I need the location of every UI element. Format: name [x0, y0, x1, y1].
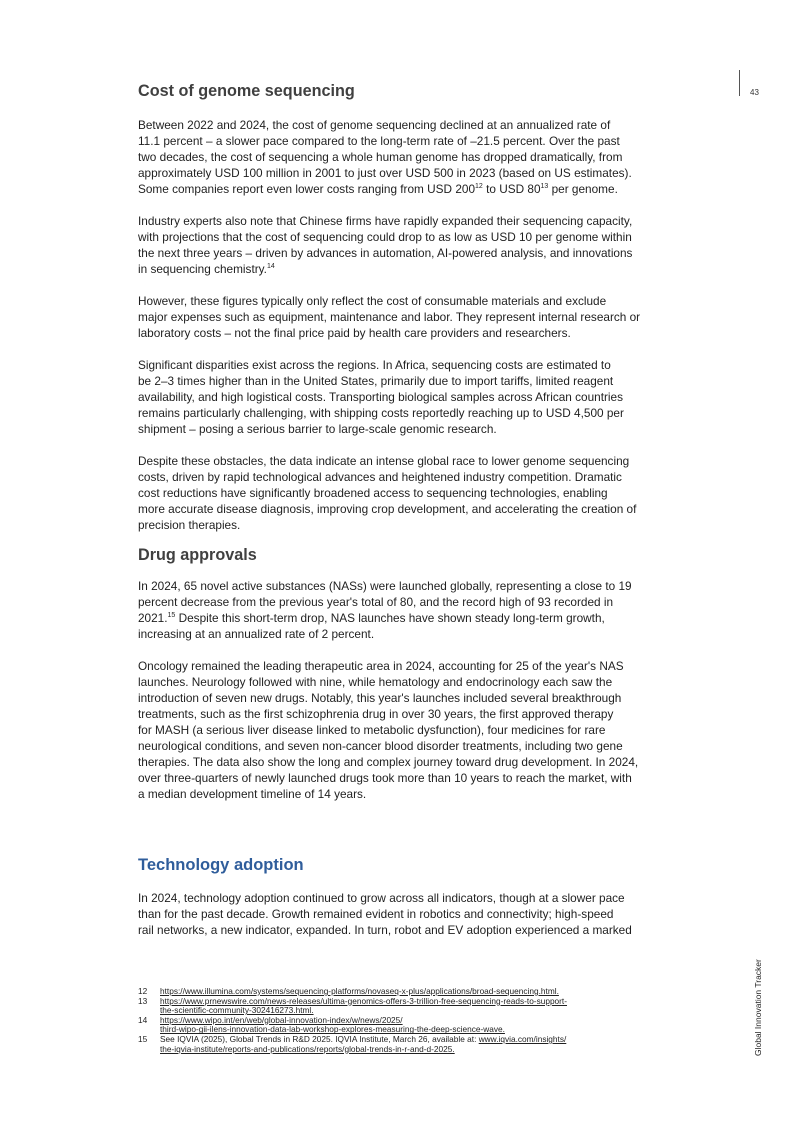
footnote-ref-13[interactable]: 13 [540, 183, 549, 191]
genome-paragraph-5: Despite these obstacles, the data indicate an intense global race to lower genome sequencing costs, driven by rapid technological advances and heightened industry competition. Dramatic cost reductions have significantly broadened access to sequencing technologies, enabling more accurate disease diagnosis, improving crop development, and accelerating the creation of precision therapies. [138, 454, 637, 532]
side-running-title: Global Innovation Tracker [753, 959, 763, 1056]
page-number-rule [739, 70, 740, 96]
footnote-ref-12[interactable]: 12 [475, 183, 483, 191]
footnote-link[interactable]: the-iqvia-institute/reports-and-publications/reports/global-trends-in-r-and-d-2025. [160, 1043, 455, 1054]
drugs-paragraph-1: In 2024, 65 novel active substances (NASs) were launched globally, representing a close to 19 percent decrease from the previous year's total of 80, and the record high of 93 recorded in 2021.15 Despite this short-term drop, NAS launches have shown steady long-term growth, increasing at an annualized rate of 2 percent. [138, 579, 632, 641]
section-heading-drugs: Drug approvals [138, 546, 257, 564]
drugs-paragraph-2: Oncology remained the leading therapeutic area in 2024, accounting for 25 of the year's NAS launches. Neurology followed with nine, while hematology and endocrinology each saw the introduction of seven new drugs. Notably, this year's launches included several breakthrough treatments, such as the first schizophrenia drug in over 30 years, the first approved therapy for MASH (a serious liver disease linked to metabolic dysfunction), four medicines for rare neurological conditions, and seven non-cancer blood disorder treatments, including two gene therapies. The data also show the long and complex journey toward drug development. In 2024, over three-quarters of newly launched drugs took more than 10 years to reach the market, with a median development timeline of 14 years. [138, 659, 639, 801]
footnote-13: 13 https://www.prnewswire.com/news-releases/ultima-genomics-offers-3-trillion-free-sequencing-reads-to-support- the-scientific-community-302416273.html. [138, 995, 568, 1016]
page-number: 43 [750, 88, 759, 97]
footnote-14: 14 https://www.wipo.int/en/web/global-innovation-index/w/news/2025/ third-wipo-gii-ilens-innovation-data-lab-workshop-explores-measuring-the-deep-science-wave. [138, 1014, 505, 1035]
section-heading-genome: Cost of genome sequencing [138, 82, 355, 100]
footnote-link[interactable]: https://www.wipo.int/en/web/global-innovation-index/w/news/2025/ [160, 1014, 403, 1025]
footnote-link[interactable]: www.iqvia.com/insights/ [478, 1033, 567, 1044]
main-content [138, 80, 658, 938]
genome-paragraph-4: Significant disparities exist across the regions. In Africa, sequencing costs are estimated to be 2–3 times higher than in the United States, primarily due to import tariffs, limited reagent availability, and high logistical costs. Transporting biological samples across African countries remains particularly challenging, with shipping costs reportedly reaching up to USD 4,500 per shipment – posing a serious barrier to large-scale genomic research. [138, 358, 624, 436]
footnote-link[interactable]: https://www.prnewswire.com/news-releases/ultima-genomics-offers-3-trillion-free-sequencing-reads-to-support- [160, 995, 568, 1006]
footnote-link[interactable]: third-wipo-gii-ilens-innovation-data-lab-workshop-explores-measuring-the-deep-science-wave. [160, 1024, 505, 1035]
genome-paragraph-1: Between 2022 and 2024, the cost of genome sequencing declined at an annualized rate of 11.1 percent – a slower pace compared to the long-term rate of –21.5 percent. Over the past two decades, the cost of sequencing a whole human genome has dropped dramatically, from approximately USD 100 million in 2001 to just over USD 500 in 2023 (based on US estimates). Some companies report even lower costs ranging from USD $200^{12}$ to USD $80^{13}$ per genome. [138, 118, 632, 196]
footnote-ref-14[interactable]: 14 [266, 263, 275, 271]
genome-paragraph-3: However, these figures typically only reflect the cost of consumable materials and exclude major expenses such as equipment, maintenance and labor. They represent internal research or laboratory costs – not the final price paid by health care providers and researchers. [138, 294, 641, 340]
footnote-15: 15 See IQVIA (2025), Global Trends in R&D 2025. IQVIA Institute, March 26, available at: www.iqvia.com/insights/ the-iqvia-institute/reports-and-publications/reports/global-trends-in-r-and-d-2025. [138, 1033, 567, 1054]
footnote-12: 12 https://www.illumina.com/systems/sequencing-platforms/novaseq-x-plus/applications/broad-sequencing.html. [138, 986, 559, 996]
footnote-link[interactable]: the-scientific-community-302416273.html. [160, 1005, 314, 1016]
footnote-link[interactable]: https://www.illumina.com/systems/sequencing-platforms/novaseq-x-plus/applications/broad-sequencing.html. [160, 986, 559, 996]
genome-paragraph-2: Industry experts also note that Chinese firms have rapidly expanded their sequencing capacity, with projections that the cost of sequencing could drop to as low as USD 10 per genome within the next three years – driven by advances in automation, AI-powered analysis, and innovations in sequencing chemistry.$^{14}$ [138, 214, 633, 276]
section-heading-technology: Technology adoption [138, 856, 304, 874]
technology-paragraph-1: In 2024, technology adoption continued to grow across all indicators, though at a slower pace than for the past decade. Growth remained evident in robotics and connectivity; high-speed rail networks, a new indicator, expanded. In turn, robot and EV adoption experienced a marked [138, 891, 632, 937]
footnotes [138, 987, 658, 1054]
footnote-ref-15[interactable]: 15 [167, 612, 176, 620]
